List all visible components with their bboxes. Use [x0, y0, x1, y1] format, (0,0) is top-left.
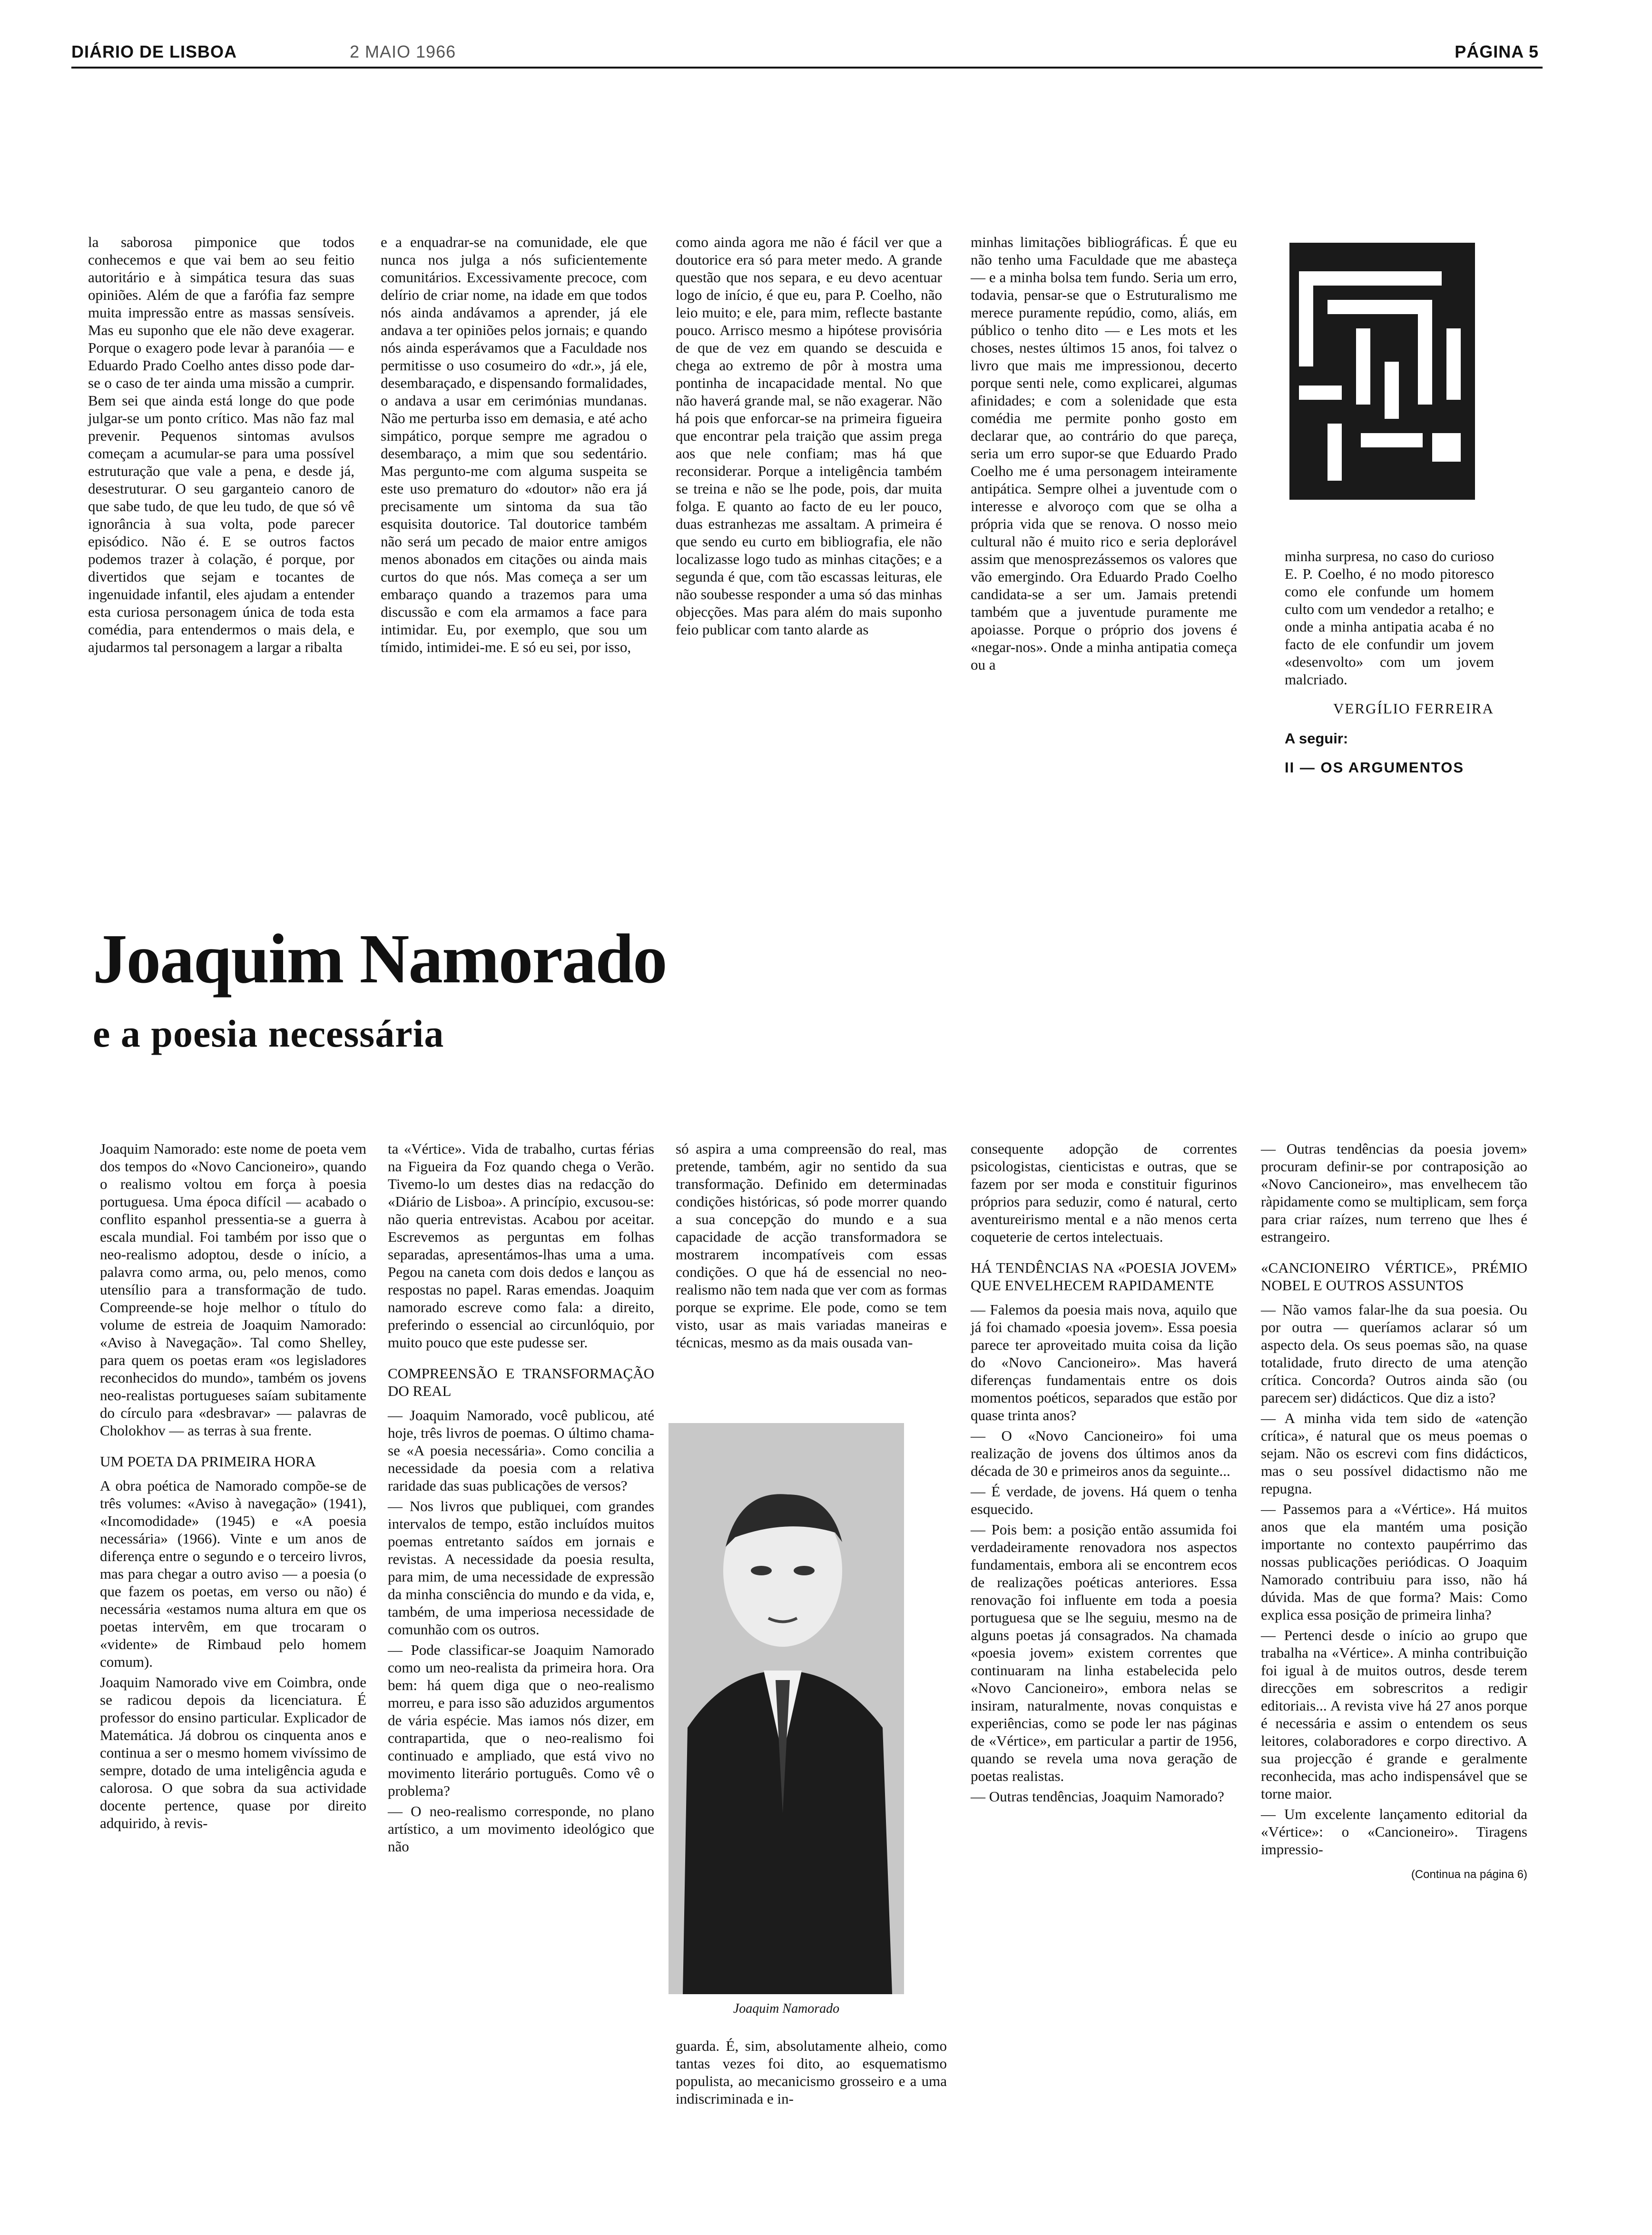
article-paragraph: — Nos livros que publiquei, com grandes intervalos de tempo, estão incluídos muitos poemas entretanto saídos em jornais e revistas. A necessidade da poesia resulta, para mim, de uma necessidade de expressão da minha consciência do mundo e da vida, e, também, de uma imperiosa necessidade de comunhão com os outros. — [388, 1498, 654, 1638]
issue-date: 2 MAIO 1966 — [350, 42, 456, 61]
article-paragraph: ta «Vértice». Vida de trabalho, curtas férias na Figueira da Foz quando chega o Verão. Tivemo-lo um destes dias na redacção do «Diário de Lisboa». A princípio, excusou-se: não queria entrevistas. Acabou por aceitar. Escrevemos as perguntas em folhas separadas, apresentámos-lhas uma a uma. Pegou na caneta com dois dedos e lançou as respostas no papel. Raras emendas. Joaquim namorado escreve como fala: a direito, preferindo o essencial ao circunlóquio, por muito pouco que este pudesse ser. — [388, 1140, 654, 1351]
article-paragraph: — Pois bem: a posição então assumida foi verdadeiramente renovadora nos aspectos fundamentais, embora ali se encontrem ecos de realizações poéticas anteriores. Essa renovação foi influente em toda a poesia portuguesa que se lhe seguiu, mesmo na de alguns poetas já consagrados. Na chamada «poesia jovem» existem correntes que continuaram na linha estabelecida pelo «Novo Cancioneiro», embora nelas se insiram, naturalmente, novas conquistas e experiências, como se pode ler nas páginas de «Vértice», em particular a partir de 1956, quando se revela uma nova geração de poetas realistas. — [971, 1521, 1237, 1784]
next-part-title: II — OS ARGUMENTOS — [1285, 759, 1465, 776]
article-column-2 — [388, 1140, 654, 1858]
author-signature: VERGÍLIO FERREIRA — [1333, 700, 1494, 717]
article-paragraph: — É verdade, de jovens. Há quem o tenha esquecido. — [971, 1483, 1237, 1517]
top-col2-text: e a enquadrar-se na comunidade, ele que nunca nos julga a nós suficientemente comunitários. Excessivamente precoce, com delírio de criar nome, na idade em que todos nós ainda andávamos a aprender, já ele andava a ter opiniões pelos jornais; e quando nós ainda esperávamos que a Faculdade nos permitisse o uso cosumeiro do «dr.», já ele, desembaraçado, e dispensando formalidades, o andava a usar em cerimónias mundanas. Não me perturba isso em demasia, e até acho simpático, porque sempre me agradou o desembaraço, a mim que sou sedentário. Mas pergunto-me com alguma suspeita se este uso prematuro do «doutor» não era já precisamente um sintoma da sua tão esquisita doutorice. Tal doutorice também não será um pecado de maior entre amigos menos abonados em citações ou ainda mais curtos do que nós. Mas começa a ser um embaraço quando a trazemos para uma discussão e com ela armamos a face para intimidar. Eu, por exemplo, que sou um tímido, intimidei-me. E só eu sei, por isso, — [381, 234, 647, 655]
portrait-photo — [669, 1423, 904, 1994]
article-paragraph: — Passemos para a «Vértice». Há muitos anos que ela mantém uma posição importante no contexto paupérrimo das nossas publicações periódicas. O Joaquim Namorado contribuiu para isso, não há dúvida. Mas de que forma? Mais: Como explica essa posição de primeira linha? — [1261, 1501, 1527, 1623]
article-paragraph: — O neo-realismo corresponde, no plano artístico, a um movimento ideológico que não — [388, 1803, 654, 1855]
top-col1-text: la saborosa pimponice que todos conhecemos e que vai bem ao seu feitio autoritário e à simpática tesura das suas opiniões. Além de que a farófia faz sempre muita impressão entre as massas sensíveis. Mas eu suponho que ele não deve exagerar. Porque o exagero pode levar à paranóia — e Eduardo Prado Coelho antes disso pode dar-se o caso de ter ainda uma missão a cumprir. Bem sei que ainda está longe do que pode julgar-se um ponto crítico. Mas não faz mal prevenir. Pequenos sintomas avulsos começam a acumular-se para uma possível estruturação que vale a pena, e desde já, desestruturar. O seu garganteio canoro de que sabe tudo, de que leu tudo, de que só vê ignorância à sua volta, pode parecer episódico. Não é. E se outros factos podemos trazer à colação, é porque, por divertidos que sejam e tocantes de ingenuidade infantil, eles ajudam a entender esta curiosa personagem única de toda esta comédia, para entendermos o mais dela, e ajudarmos tal personagem a largar a ribalta — [88, 234, 354, 655]
article-paragraph: — Outras tendências da poesia jovem» procuram definir-se por contraposição ao «Novo Cancioneiro», mas envelhecem tão ràpidamente como se multiplicam, sem força para criar raízes, num terreno que lhes é estrangeiro. — [1261, 1140, 1527, 1245]
continued-notice: (Continua na página 6) — [1411, 1868, 1527, 1881]
section-heading: COMPREENSÃO E TRANSFORMAÇÃO DO REAL — [388, 1365, 654, 1399]
article-paragraph: Joaquim Namorado vive em Coimbra, onde se radicou depois da licenciatura. É professor do ensino particular. Explicador de Matemática. Já dobrou os cinquenta anos e continua a ser o mesmo homem vivíssimo de sempre, dotado de uma inteligência aguda e calorosa. O que sobra da sua actividade docente pertence, quase por direito adquirido, à revis- — [100, 1674, 366, 1831]
top-col4-text: minhas limitações bibliográficas. É que eu não tenho uma Faculdade que me abasteça — e a minha bolsa tem fundo. Seria um erro, todavia, pensar-se que o Estruturalismo me merece puramente repúdio, como, aliás, em público o tenho dito — e Les mots et les choses, nestes últimos 15 anos, foi talvez o livro que mais me impressionou, decerto porque senti nele, como explicarei, algumas afinidades; e com a solenidade que esta comédia me permite ponho gosto em declarar que, ao contrário do que pareça, seria um erro supor-se que Eduardo Prado Coelho me é uma personagem inteiramente antipática. Sempre olhei a juventude com o interesse e alvoroço com que se olha a própria vida que se renova. O nosso meio cultural não é muito rico e seria deplorável assim que menosprezássemos os valores que vão emergindo. Ora Eduardo Prado Coelho candidata-se a ser um. Jamais pretendi também que a juventude puramente me apoiasse. Porque o próprio dos jovens é «negar-nos». Onde a minha antipatia começa ou a — [971, 234, 1237, 673]
abstract-illustration — [1289, 243, 1475, 500]
article-paragraph: guarda. É, sim, absolutamente alheio, como tantas vezes foi dito, ao esquematismo populista, ao mecanicismo grosseiro e a uma indiscriminada e in- — [676, 2037, 947, 2107]
article-paragraph: consequente adopção de correntes psicologistas, cienticistas e outras, que se fazem por ser moda e constituir figurinos próprios para seduzir, como é natural, certo aventureirismo mental e a não menos certa coqueterie de certos intelectuais. — [971, 1140, 1237, 1245]
article-paragraph: — Joaquim Namorado, você publicou, até hoje, três livros de poemas. O último chama-se «A poesia necessária». Como concilia a necessidade da poesia com a relativa raridade das suas publicações de versos? — [388, 1407, 654, 1494]
photo-caption: Joaquim Namorado — [733, 2001, 840, 2016]
article-title: Joaquim Namorado — [93, 920, 667, 998]
article-column-5 — [1261, 1140, 1527, 1883]
article-column-3-top — [676, 1140, 947, 1354]
top-column-5 — [1285, 547, 1494, 776]
article-paragraph: Joaquim Namorado: este nome de poeta vem dos tempos do «Novo Cancioneiro», quando o realismo voltou em força à poesia portuguesa. Uma época difícil — acabado o conflito espanhol pressentia-se a guerra à escala mundial. Foi também por isso que o neo-realismo adoptou, desde o início, a palavra como arma, ou, pelo menos, como utensílio para a transformação de tudo. Compreende-se hoje melhor o título do volume de estreia de Joaquim Namorado: «Aviso à Navegação». Tal como Shelley, para quem os poetas eram «os legisladores reconhecidos do mundo», também os jovens neo-realistas portugueses saíam subitamente do círculo para «desbravar» — palavras de Cholokhov — as terras à sua frente. — [100, 1140, 366, 1439]
article-paragraph: — Outras tendências, Joaquim Namorado? — [971, 1788, 1224, 1805]
top-column-1 — [88, 233, 354, 659]
article-paragraph: — A minha vida tem sido de «atenção crítica», é natural que os meus poemas o sejam. Não os escrevi com fins didácticos, mas o seu possível didactismo não me repugna. — [1261, 1410, 1527, 1497]
top-column-2 — [381, 233, 647, 659]
top-col3-text: como ainda agora me não é fácil ver que a doutorice era só para meter medo. A grande questão que nos separa, e eu devo acentuar logo de início, é que eu, para P. Coelho, não leio muito; e ele, para mim, reflecte bastante pouco. Arrisco mesmo a hipótese provisória de que de vez em quando se descuida e chega ao extremo de pôr à mostra uma pontinha de incapacidade mental. No que não haverá grande mal, se não exagerar. Não há pois que enforcar-se na primeira figueira que encontrar pela traição que assim prega aos que nele confiam; mas há que reconsiderar. Porque a inteligência também se treina e não se lhe pode, pois, dar muita folga. E quanto ao facto de eu ler pouco, duas estranhezas me assaltam. A primeira é que sendo eu curto em bibliografia, ele não localizasse logo tudo as minhas citações; e a segunda é que, com tão escassas leituras, ele não soubesse responder a uma só das minhas objecções. Mas para além do mais suponho feio publicar com tanto alarde as — [676, 234, 942, 638]
top-col5-text: minha surpresa, no caso do curioso E. P. Coelho, é no modo pitoresco como ele confunde um homem culto com um vendedor a retalho; e onde a minha antipatia acaba é no facto de ele confundir um jovem «desenvolto» com um jovem malcriado. — [1285, 548, 1494, 688]
article-column-3-bottom — [676, 2037, 947, 2110]
section-heading: UM POETA DA PRIMEIRA HORA — [100, 1453, 316, 1470]
article-column-1 — [100, 1140, 366, 1835]
article-paragraph: — Não vamos falar-lhe da sua poesia. Ou por outra — queríamos aclarar só um aspecto dela. Os seus poemas são, na quase totalidade, fruto directo de uma atenção crítica. Concorda? Outros ainda são (ou parecem ser) didácticos. Que diz a isto? — [1261, 1301, 1527, 1406]
article-paragraph: — Pertenci desde o início ao grupo que trabalha na «Vértice». A minha contribuição foi igual à de muitos outros, desde terem direcções em sobrescritos a redigir editoriais... A revista vive há 27 anos porque é necessária e assim o entendem os seus leitores, colaboradores e corpo directivo. A sua projecção é grande e geralmente reconhecida, mas acho indispensável que se torne maior. — [1261, 1627, 1527, 1802]
article-paragraph: — Falemos da poesia mais nova, aquilo que já foi chamado «poesia jovem». Essa poesia parece ter aproveitado muita coisa da lição do «Novo Cancioneiro». Mas haverá diferenças fundamentais entre os dois momentos poéticos, separados que estão por quase trinta anos? — [971, 1301, 1237, 1424]
header-rule — [71, 67, 1543, 69]
newspaper-name: DIÁRIO DE LISBOA — [71, 42, 237, 61]
top-column-3 — [676, 233, 942, 641]
article-paragraph: só aspira a uma compreensão do real, mas pretende, também, agir no sentido da sua transformação. Definido em determinadas condições históricas, só pode morrer quando a sua concepção do mundo e a sua capacidade de acção transformadora se mostrarem incompatíveis com essas condições. O que há de essencial no neo-realismo não tem nada que ver com as formas porque se exprime. Ele pode, como se tem visto, usar as mais variadas maneiras e técnicas, mesmo as da mais ousada van- — [676, 1140, 947, 1351]
to-be-continued-label: A seguir: — [1285, 730, 1348, 747]
article-subtitle: e a poesia necessária — [93, 1012, 444, 1055]
article-paragraph: A obra poética de Namorado compõe-se de três volumes: «Aviso à navegação» (1941), «Incomodidade» (1945) e «A poesia necessária» (1966). Vinte e um anos de diferença entre o segundo e o terceiro livros, mas para chegar a outro aviso — a poesia (o que fazem os poetas, em verso ou não) é necessária «estamos numa altura em que os poetas intervêm, em que trocaram o «vidente» de Rimbaud pelo homem comum). — [100, 1477, 366, 1670]
article-paragraph: — Um excelente lançamento editorial da «Vértice»: o «Cancioneiro». Tiragens impressio- — [1261, 1806, 1527, 1858]
article-paragraph: — O «Novo Cancioneiro» foi uma realização de jovens dos últimos anos da década de 30 e primeiros anos da seguinte... — [971, 1427, 1237, 1479]
section-heading: «CANCIONEIRO VÉRTICE», PRÉMIO NOBEL E OUTROS ASSUNTOS — [1261, 1259, 1527, 1294]
article-column-4 — [971, 1140, 1237, 1808]
section-heading: HÁ TENDÊNCIAS NA «POESIA JOVEM» QUE ENVELHECEM RAPIDAMENTE — [971, 1259, 1237, 1294]
top-column-4 — [971, 233, 1237, 676]
article-paragraph: — Pode classificar-se Joaquim Namorado como um neo-realista da primeira hora. Ora bem: há quem diga que o neo-realismo morreu, e para isso são aduzidos argumentos de vária espécie. Mas iamos nós dizer, em contrapartida, que o neo-realismo foi continuado e ampliado, que está vivo no movimento literário português. Como vê o problema? — [388, 1642, 654, 1799]
page-number: PÁGINA 5 — [1455, 42, 1539, 61]
